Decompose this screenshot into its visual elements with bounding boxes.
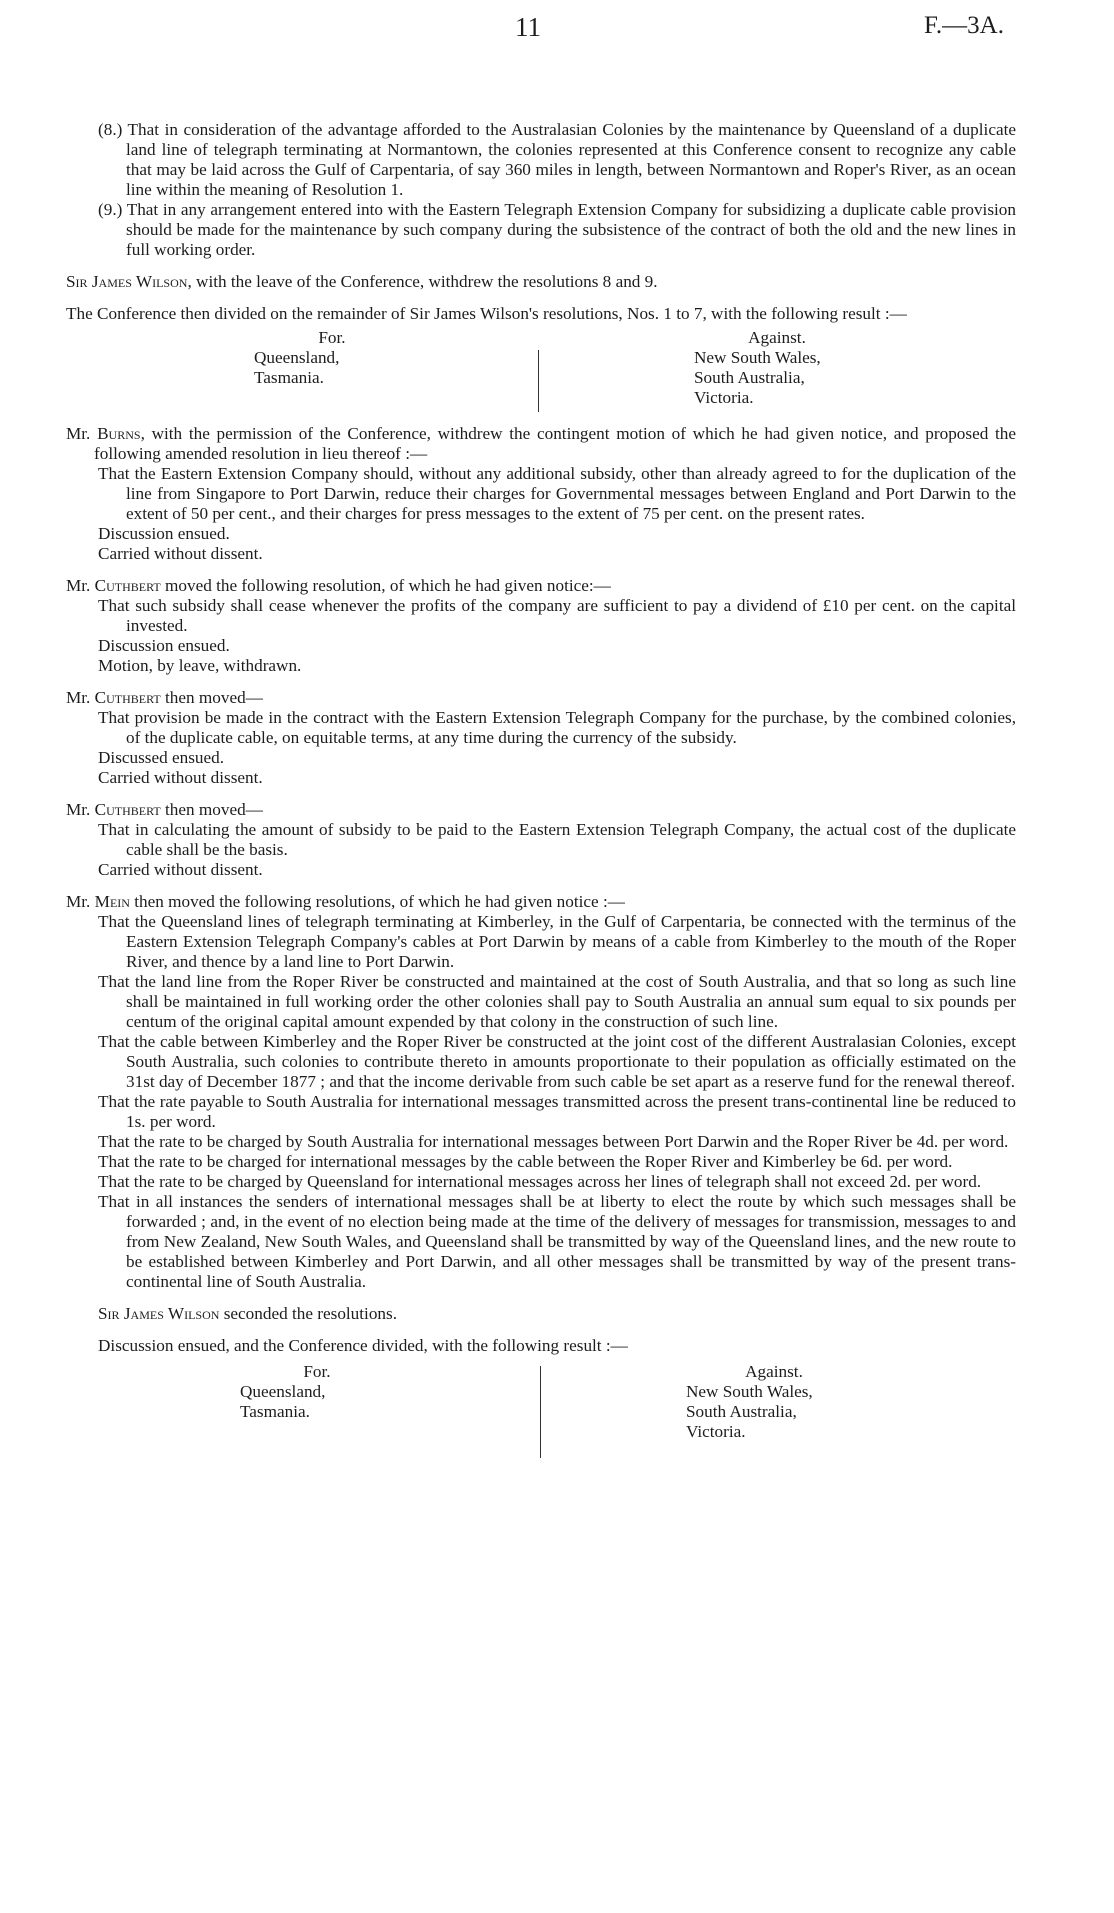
speaker-name: Cuthbert [94,688,161,707]
cuthbert-discussion-1: Discussion ensued. [98,636,230,655]
vote-for-column [252,328,412,348]
vote-for-list [240,1382,325,1422]
vote-for-item: Queensland, [254,348,340,367]
speaker-name: Sir James Wilson [98,1304,220,1323]
mein-resolution: That the rate payable to South Australia for international messages transmitted across the present trans-continental line be reduced to 1s. per word. [98,1092,1016,1131]
cuthbert-resolution-1: That such subsidy shall cease whenever the profits of the company are sufficient to pay a dividend of £10 per cent. on the capital invested. [98,596,1016,635]
cuthbert-discussion-2: Discussed ensued. [98,748,225,767]
vote-against-label: Against. [748,328,806,347]
vote-divider [540,1366,541,1458]
cuthbert-outcome-1: Motion, by leave, withdrawn. [98,656,302,675]
burns-discussion: Discussion ensued. [98,524,230,543]
title-prefix: Mr. [66,688,95,707]
page-header [0,6,1114,46]
vote-against-list [686,1382,813,1442]
vote-divider [538,350,539,412]
vote-for-list [254,348,339,388]
cuthbert-motion-2 [66,688,1016,708]
paragraph-text: , with the permission of the Conference, withdrew the contingent motion of which he had given notice, and proposed the following amended resolution in lieu thereof :— [94,424,1016,463]
burns-resolution: That the Eastern Extension Company should, without any additional subsidy, other than already agreed to for the duplication of the line from Singapore to Port Darwin, reduce their charges for Governmental messages between England and Port Darwin to the extent of 50 per cent., and their charges for press messages to the extent of 75 per cent. on the present rates. [98,464,1016,523]
speaker-name: Cuthbert [94,800,161,819]
vote-for-label: For. [318,328,346,347]
cuthbert-motion-1 [66,576,1016,596]
resolution-8: (8.) That in consideration of the advantage afforded to the Australasian Colonies by the maintenance by Queensland of a duplicate land line of telegraph terminating at Normantown, the colonies represented at this Conference consent to recognize any cable that may be laid across the Gulf of Carpentaria, of say 360 miles in length, between Normantown and Roper's River, as an ocean line within the meaning of Resolution 1. [98,120,1016,199]
vote-against-item: Victoria. [686,1422,746,1441]
burns-motion [66,424,1016,464]
paragraph-text: moved the following resolution, of which he had given notice:— [160,576,611,595]
paragraph-text: then moved— [160,688,263,707]
resolution-9: (9.) That in any arrangement entered into with the Eastern Telegraph Extension Company for subsidizing a duplicate cable provision should be made for the maintenance by such company during the subsistence of the contract of both the old and the new lines in full working order. [98,200,1016,259]
mein-motion [66,892,1016,912]
vote-against-item: New South Wales, [686,1382,813,1401]
vote-against-item: New South Wales, [694,348,821,367]
page-number: 11 [515,12,541,42]
vote-against-item: South Australia, [686,1402,797,1421]
vote-against-list [694,348,821,408]
mein-resolution: That the cable between Kimberley and the Roper River be constructed at the joint cost of the different Australasian Colonies, except South Australia, such colonies to contribute thereto in amounts proportionate to their population as officially estimated on the 31st day of December 1877 ; and that the income derivable from such cable be set apart as a reserve fund for the renewal thereof. [98,1032,1016,1091]
cuthbert-resolution-3: That in calculating the amount of subsidy to be paid to the Eastern Extension Telegraph Company, the actual cost of the duplicate cable shall be the basis. [98,820,1016,859]
speaker-name: Cuthbert [94,576,161,595]
vote-for-column [242,1362,392,1382]
vote-against-column [692,328,862,348]
title-prefix: Mr. [66,424,98,443]
paragraph-text: seconded the resolutions. [219,1304,398,1323]
vote-for-item: Tasmania. [240,1402,310,1421]
title-prefix: Mr. [66,576,95,595]
cuthbert-outcome-3: Carried without dissent. [98,860,263,879]
burns-outcome: Carried without dissent. [98,544,263,563]
cuthbert-motion-3 [66,800,1016,820]
division-result-2 [66,1362,1016,1462]
mein-resolution: That the Queensland lines of telegraph terminating at Kimberley, in the Gulf of Carpentaria, be connected with the terminus of the Eastern Extension Telegraph Company's cables at Port Darwin by means of a cable from Kimberley to the mouth of the Roper River, and thence by a land line to Port Darwin. [98,912,1016,971]
speaker-name: Mein [94,892,130,911]
vote-against-label: Against. [745,1362,803,1381]
seconded-paragraph [66,1304,1016,1324]
withdrawal-paragraph [66,272,1016,292]
speaker-name: Burns [97,424,141,443]
mein-resolution: That the rate to be charged by South Australia for international messages between Port Darwin and the Roper River be 4d. per word. [98,1132,1009,1151]
title-prefix: Mr. [66,892,95,911]
document-id: F.—3A. [924,12,1004,39]
mein-resolution: That the rate to be charged for international messages by the cable between the Roper River and Kimberley be 6d. per word. [98,1152,953,1171]
title-prefix: Mr. [66,800,95,819]
vote-against-column [684,1362,864,1382]
cuthbert-resolution-2: That provision be made in the contract with the Eastern Extension Telegraph Company for the purchase, by the combined colonies, of the duplicate cable, on equitable terms, at any time during the currency of the subsidy. [98,708,1016,747]
vote-against-item: South Australia, [694,368,805,387]
vote-for-item: Queensland, [240,1382,326,1401]
mein-resolution: That the land line from the Roper River be constructed and maintained at the cost of South Australia, and that so long as such line shall be maintained in full working order the other colonies shall pay to South Australia an annual sum equal to six pounds per centum of the original capital amount expended by that colony in the construction of such line. [98,972,1016,1031]
mein-resolution: That the rate to be charged by Queensland for international messages across her lines of telegraph shall not exceed 2d. per word. [98,1172,982,1191]
paragraph-text: then moved— [160,800,263,819]
cuthbert-outcome-2: Carried without dissent. [98,768,263,787]
final-division-intro: Discussion ensued, and the Conference divided, with the following result :— [98,1336,628,1355]
vote-against-item: Victoria. [694,388,754,407]
speaker-name: Sir James Wilson [66,272,188,291]
division-result-1 [66,328,1016,428]
division-intro: The Conference then divided on the remainder of Sir James Wilson's resolutions, Nos. 1 to 7, with the following result :— [66,304,907,323]
paragraph-text: then moved the following resolutions, of which he had given notice :— [129,892,625,911]
vote-for-item: Tasmania. [254,368,324,387]
paragraph-text: , with the leave of the Conference, withdrew the resolutions 8 and 9. [187,272,658,291]
mein-resolution: That in all instances the senders of international messages shall be at liberty to elect the route by which such messages shall be forwarded ; and, in the event of no election being made at the time of the delivery of messages for transmission, messages to and from New Zealand, New South Wales, and Queensland shall be transmitted by way of the Queensland lines, and the new route to be established between Kimberley and Port Darwin, and all other messages shall be transmitted by way of the present trans-continental line of South Australia. [98,1192,1016,1291]
vote-for-label: For. [303,1362,331,1381]
document-body [66,98,1016,1462]
